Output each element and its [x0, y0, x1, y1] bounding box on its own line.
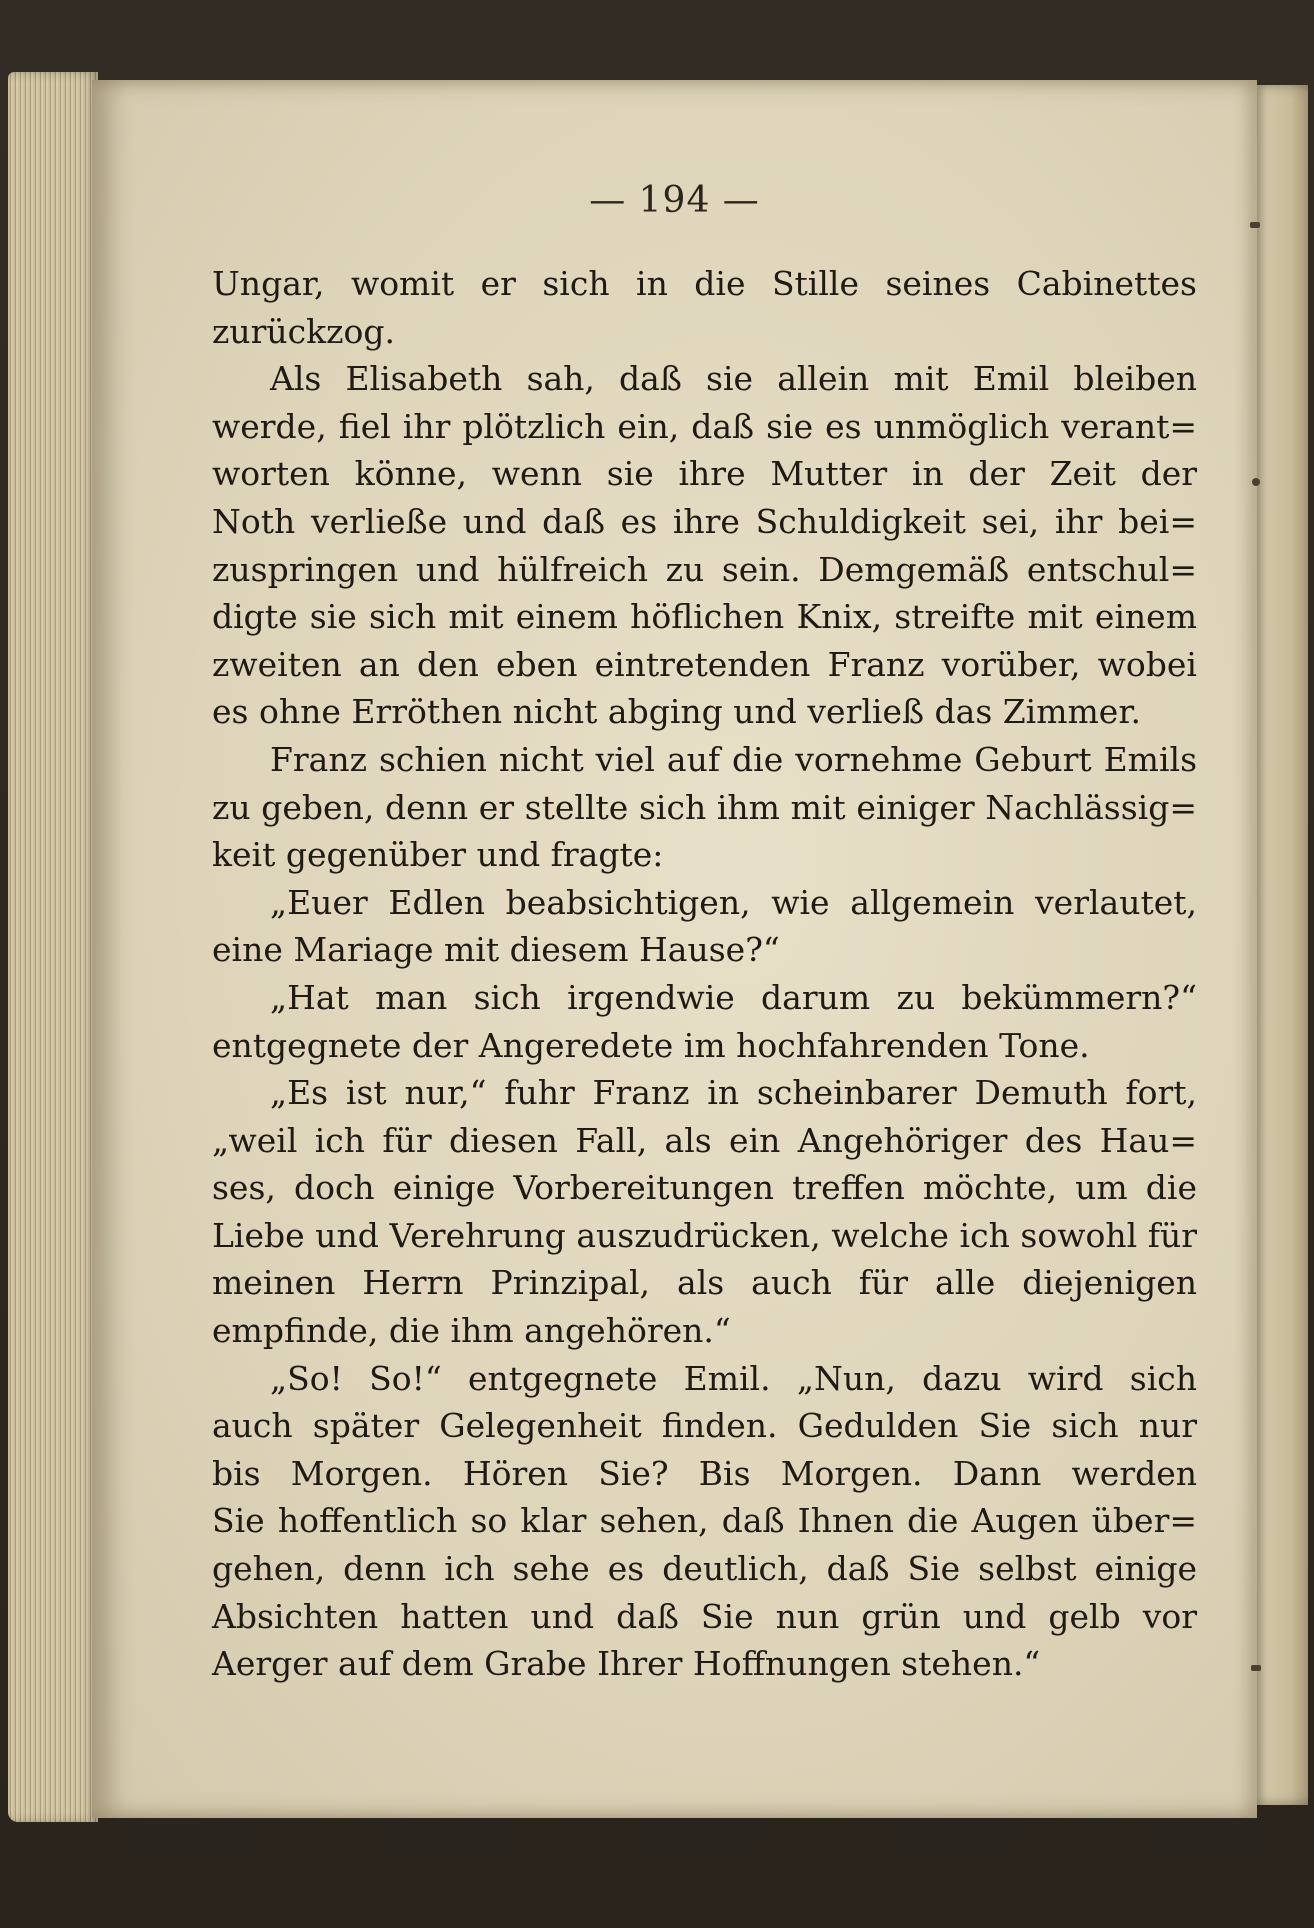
text-line: Franz schien nicht viel auf die vornehme Geburt Emils: [270, 739, 1197, 779]
text-line: ses, doch einige Vorbereitungen treffen möchte, um die: [212, 1168, 1197, 1208]
text-line: Absichten hatten und daß Sie nun grün und gelb vor: [212, 1596, 1197, 1636]
text-line: „Euer Edlen beabsichtigen, wie allgemein verlautet,: [270, 882, 1197, 922]
text-line: zurückzog.: [212, 311, 396, 351]
text-line: zweiten an den eben eintretenden Franz vorüber, wobei: [212, 644, 1197, 684]
text-line: empfinde, die ihm angehören.“: [212, 1311, 731, 1351]
margin-mark: [1251, 1665, 1261, 1671]
text-line: Sie hoffentlich so klar sehen, daß Ihnen die Augen über=: [212, 1501, 1197, 1541]
text-line: gehen, denn ich sehe es deutlich, daß Sie selbst einige: [212, 1549, 1197, 1589]
text-line: Liebe und Verehrung auszudrücken, welche ich sowohl für: [212, 1215, 1197, 1255]
margin-mark: [1250, 222, 1260, 228]
text-line: werde, fiel ihr plötzlich ein, daß sie es unmöglich verant=: [212, 406, 1197, 446]
text-line: Noth verließe und daß es ihre Schuldigkeit sei, ihr bei=: [212, 501, 1197, 541]
text-line: zuspringen und hülfreich zu sein. Demgemäß entschul=: [212, 549, 1197, 589]
margin-mark: [1252, 478, 1260, 486]
text-line: „So! So!“ entgegnete Emil. „Nun, dazu wird sich: [270, 1358, 1197, 1398]
text-line: keit gegenüber und fragte:: [212, 835, 664, 875]
text-line: Als Elisabeth sah, daß sie allein mit Emil bleiben: [270, 359, 1197, 399]
page-edges-right: [1250, 85, 1308, 1805]
text-line: „Hat man sich irgendwie darum zu bekümmern?“: [270, 977, 1197, 1017]
text-line: bis Morgen. Hören Sie? Bis Morgen. Dann werden: [212, 1453, 1197, 1493]
text-line: es ohne Erröthen nicht abging und verließ das Zimmer.: [212, 692, 1141, 732]
text-line: worten könne, wenn sie ihre Mutter in der Zeit der: [212, 454, 1197, 494]
text-line: „weil ich für diesen Fall, als ein Angehöriger des Hau=: [212, 1120, 1197, 1160]
text-line: meinen Herrn Prinzipal, als auch für alle diejenigen: [212, 1263, 1197, 1303]
text-line: eine Mariage mit diesem Hause?“: [212, 930, 780, 970]
page-text: [212, 260, 1197, 1688]
text-line: Ungar, womit er sich in die Stille seines Cabinettes: [212, 264, 1197, 303]
text-line: entgegnete der Angeredete im hochfahrenden Tone.: [212, 1025, 1090, 1065]
page-edges-left: [8, 72, 98, 1822]
page-number: — 194 —: [589, 180, 760, 221]
text-line: auch später Gelegenheit finden. Gedulden Sie sich nur: [212, 1406, 1197, 1446]
text-line: digte sie sich mit einem höflichen Knix, streifte mit einem: [212, 597, 1197, 637]
book-page: [92, 80, 1257, 1818]
text-line: Aerger auf dem Grabe Ihrer Hoffnungen stehen.“: [212, 1644, 1041, 1684]
text-line: zu geben, denn er stellte sich ihm mit einiger Nachlässig=: [212, 787, 1197, 827]
text-line: „Es ist nur,“ fuhr Franz in scheinbarer Demuth fort,: [270, 1073, 1197, 1113]
